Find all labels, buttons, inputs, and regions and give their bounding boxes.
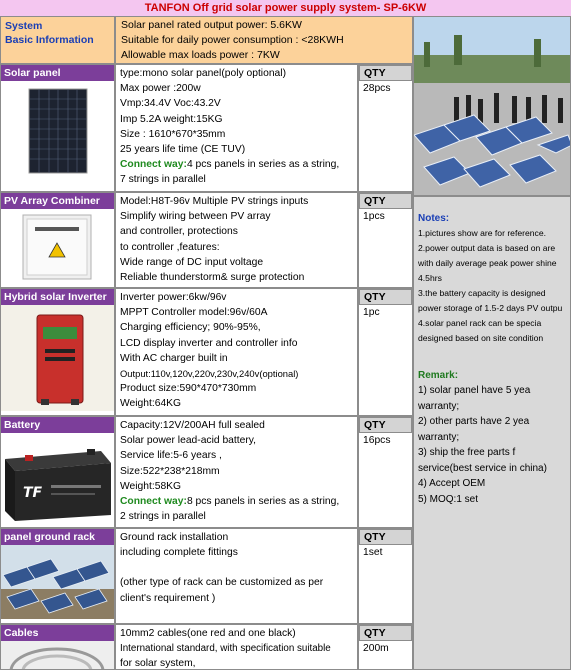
- spec-line: 25 years life time (CE TUV): [120, 144, 246, 156]
- spec-line: 7 strings in parallel: [120, 174, 206, 186]
- system-info-line: Allowable max loads power : 7KW: [121, 49, 280, 61]
- qty-header: QTY: [359, 289, 412, 305]
- spec-line: Simplify wiring between PV array: [120, 211, 271, 223]
- note-line: 2.power output data is based on are: [418, 243, 556, 253]
- connect-way-text: 4 pcs panels in series as a string,: [186, 159, 340, 171]
- category-label: Cables: [1, 625, 114, 641]
- spec-line: Product size:590*470*730mm: [120, 383, 257, 395]
- category-label: PV Array Combiner: [1, 193, 114, 209]
- spec-line: Output:110v,120v,220v,230v,240v(optional): [120, 368, 299, 380]
- note-line: 4.5hrs: [418, 273, 442, 283]
- connect-way-label: Connect way:: [120, 496, 187, 508]
- battery-image: [1, 433, 114, 523]
- spec-line: Weight:58KG: [120, 480, 182, 492]
- spec-line: LCD display inverter and controller info: [120, 337, 298, 349]
- row-solar-panel-qty: [358, 64, 413, 192]
- remark-line: 3) ship the free parts f: [418, 447, 516, 458]
- spec-line: [120, 560, 353, 575]
- note-line: designed based on site condition: [418, 333, 544, 343]
- spec-line: Solar power lead-acid battery,: [120, 435, 257, 447]
- qty-value: 28pcs: [363, 83, 391, 94]
- qty-header: QTY: [359, 417, 412, 433]
- system-info: [115, 16, 413, 64]
- spec-line: MPPT Controller model:96v/60A: [120, 307, 268, 319]
- spec-line: client's requirement ): [120, 592, 216, 604]
- spec-line: and controller, protections: [120, 226, 238, 238]
- system-label: [0, 16, 115, 64]
- spec-line: With AC charger built in: [120, 352, 228, 364]
- spec-line: Size : 1610*670*35mm: [120, 128, 226, 140]
- row-inverter-description: [115, 288, 358, 416]
- spec-line: Imp 5.2A weight:15KG: [120, 113, 223, 125]
- notes-panel: [413, 196, 571, 670]
- notes-heading: Notes:: [418, 213, 450, 224]
- category-label: panel ground rack: [1, 529, 114, 545]
- remark-line: 1) solar panel have 5 yea: [418, 385, 531, 396]
- solar-panel-image: [1, 87, 114, 177]
- remark-line: warranty;: [418, 400, 460, 412]
- spec-line: to controller ,features:: [120, 241, 220, 253]
- qty-header: QTY: [359, 193, 412, 209]
- spec-line: Size:522*238*218mm: [120, 465, 220, 477]
- system-info-line: Suitable for daily power consumption : <28KWH: [121, 34, 344, 46]
- system-label-line1: System: [5, 20, 43, 32]
- spec-line: Ground rack installation: [120, 532, 229, 543]
- row-battery-qty: [358, 416, 413, 528]
- connect-way-label: Connect way:: [120, 159, 187, 171]
- row-battery-description: [115, 416, 358, 528]
- svg-text:TF: TF: [23, 485, 43, 501]
- system-label-line2: Basic Information: [5, 34, 94, 46]
- row-combiner-qty: [358, 192, 413, 288]
- spec-line: for solar system,: [120, 658, 196, 670]
- spec-line: 10mm2 cables(one red and one black): [120, 628, 296, 639]
- qty-value: 200m: [363, 643, 389, 654]
- note-line: with daily average peak power shine: [418, 258, 557, 268]
- category-label: Battery: [1, 417, 114, 433]
- qty-value: 1pc: [363, 307, 380, 318]
- system-info-line: Solar panel rated output power: 5.6KW: [121, 19, 302, 31]
- row-rack-qty: [358, 528, 413, 624]
- remark-line: 4) Accept OEM: [418, 478, 486, 489]
- spec-line: (other type of rack can be customized as per: [120, 577, 324, 589]
- remark-line: service(best service in china): [418, 462, 547, 474]
- row-combiner-description: [115, 192, 358, 288]
- spec-line: Service life:5-6 years ,: [120, 450, 222, 462]
- installation-photo-image: [414, 17, 571, 196]
- connect-way-text: 8 pcs panels in series as a string,: [186, 496, 340, 508]
- spec-line: Inverter power:6kw/96v: [120, 292, 227, 303]
- spec-line: type:mono solar panel(poly optional): [120, 68, 286, 79]
- inverter-image: [1, 305, 114, 411]
- cable-image: [1, 641, 114, 669]
- note-line: 3.the battery capacity is designed: [418, 288, 546, 298]
- category-label: Hybrid solar Inverter: [1, 289, 114, 305]
- spec-line: Max power :200w: [120, 83, 201, 95]
- spec-line: including complete fittings: [120, 547, 238, 559]
- row-cables-description: [115, 624, 358, 670]
- row-cables-category: [0, 624, 115, 670]
- note-line: 4.solar panel rack can be specia: [418, 318, 542, 328]
- qty-value: 1set: [363, 547, 383, 558]
- remark-heading: Remark:: [418, 370, 459, 381]
- category-label: Solar panel: [1, 65, 114, 81]
- qty-header: QTY: [359, 65, 412, 81]
- spec-line: Vmp:34.4V Voc:43.2V: [120, 98, 221, 110]
- row-cables-qty: [358, 624, 413, 670]
- spec-line: Reliable thunderstorm& surge protection: [120, 272, 305, 284]
- remark-line: 2) other parts have 2 yea: [418, 416, 530, 427]
- note-line: power storage of 1.5-2 days PV outpu: [418, 303, 563, 313]
- spec-line: Capacity:12V/200AH full sealed: [120, 420, 265, 431]
- installation-photo: [413, 16, 571, 196]
- qty-value: 1pcs: [363, 211, 385, 222]
- qty-header: QTY: [359, 625, 412, 641]
- qty-header: QTY: [359, 529, 412, 545]
- row-rack-description: [115, 528, 358, 624]
- row-solar-panel-category: [0, 64, 115, 192]
- row-inverter-qty: [358, 288, 413, 416]
- ground-rack-image: [1, 545, 114, 619]
- row-rack-category: [0, 528, 115, 624]
- spec-line: Model:H8T-96v Multiple PV strings inputs: [120, 196, 309, 207]
- spec-line: 2 strings in parallel: [120, 511, 206, 523]
- row-inverter-category: [0, 288, 115, 416]
- remark-line: 5) MOQ:1 set: [418, 493, 479, 505]
- remark-line: warranty;: [418, 431, 460, 443]
- spec-line: International standard, with specification suitable: [120, 643, 331, 655]
- spec-line: Wide range of DC input voltage: [120, 256, 264, 268]
- spec-line: Charging efficiency; 90%-95%,: [120, 322, 261, 334]
- note-line: 1.pictures show are for reference.: [418, 228, 547, 238]
- qty-value: 16pcs: [363, 435, 391, 446]
- spec-line: Weight:64KG: [120, 398, 182, 410]
- row-battery-category: [0, 416, 115, 528]
- combiner-box-image: [1, 209, 114, 283]
- page-title: TANFON Off grid solar power supply system- SP-6KW: [0, 0, 571, 17]
- row-solar-panel-description: [115, 64, 358, 192]
- row-combiner-category: [0, 192, 115, 288]
